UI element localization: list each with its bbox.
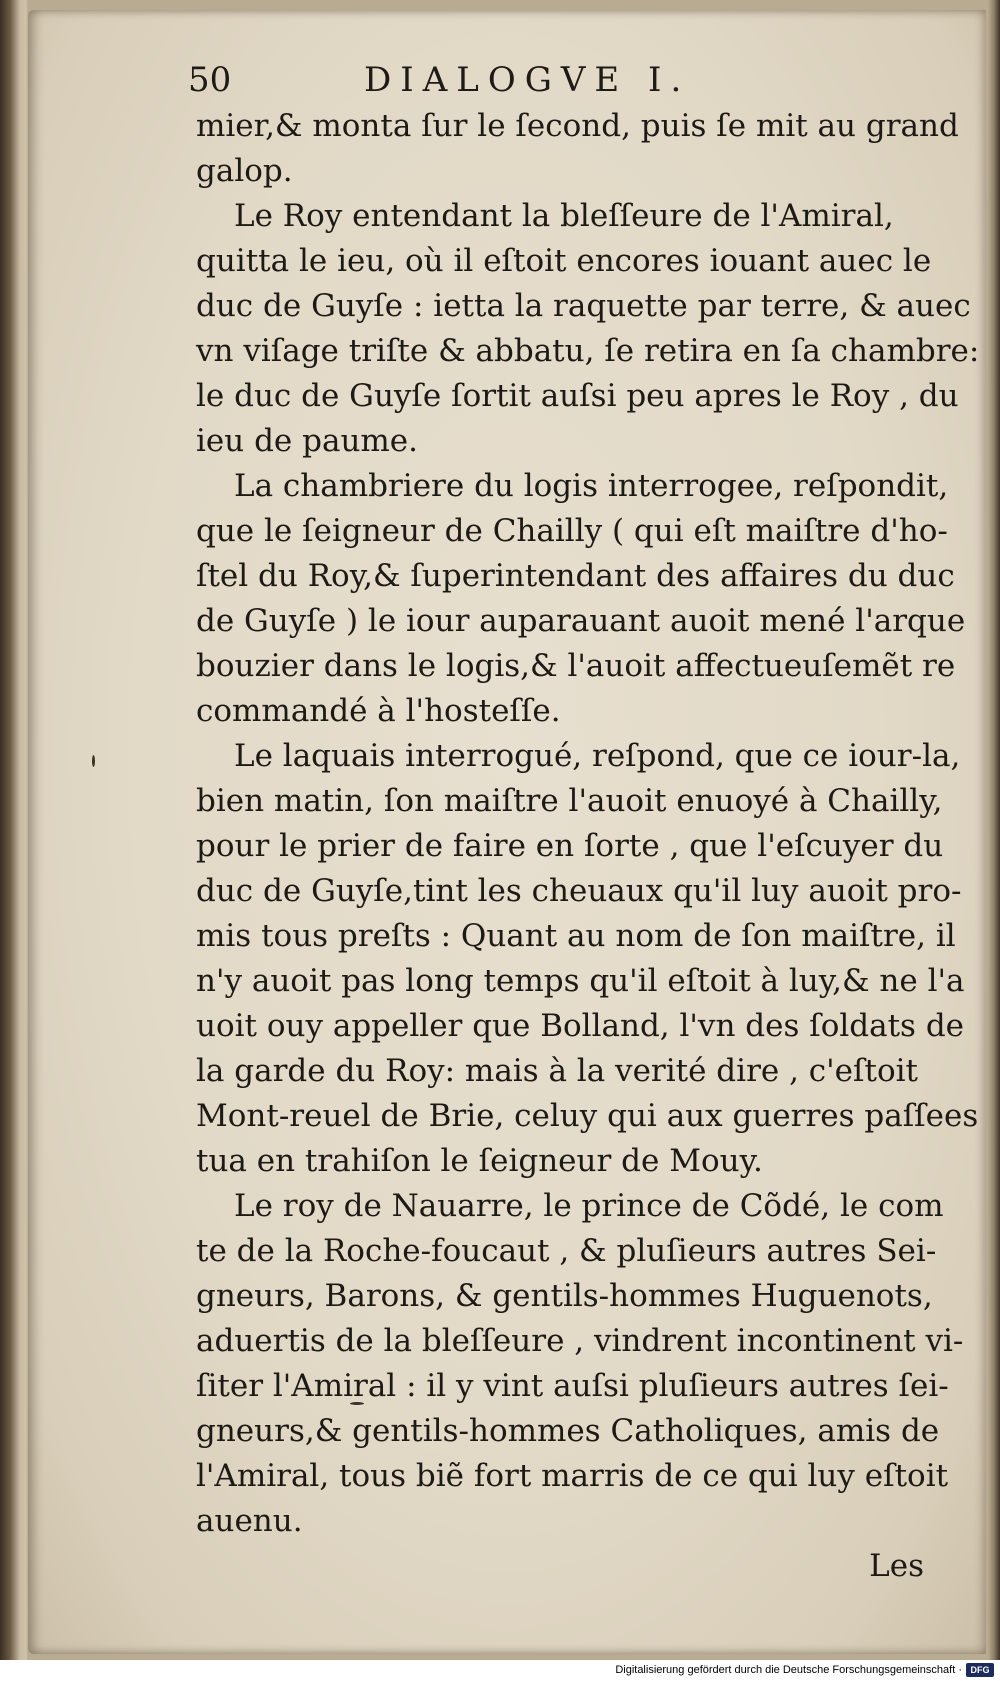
text-line: de Guyſe ) le iour auparauant auoit mené l'arque bbox=[196, 603, 966, 639]
text-line: bien matin, ſon maiſtre l'auoit enuoyé à Chailly, bbox=[196, 783, 943, 819]
text-line: galop. bbox=[196, 153, 293, 189]
page-number: 50 bbox=[188, 60, 232, 100]
text-line: ieu de paume. bbox=[196, 423, 419, 459]
text-line: aduertis de la bleſſeure , vindrent incontinent vi- bbox=[196, 1323, 964, 1359]
text-line: bouzier dans le logis,& l'auoit affectueuſemẽt re bbox=[196, 648, 956, 684]
catchword: Les bbox=[869, 1548, 924, 1584]
paragraph-start-line: La chambriere du logis interrogee, reſpondit, bbox=[234, 468, 949, 504]
text-line: gneurs,& gentils-hommes Catholiques, amis de bbox=[196, 1413, 940, 1449]
paragraph-start-line: Le roy de Nauarre, le prince de Cõdé, le com bbox=[234, 1188, 944, 1224]
digitization-footer bbox=[0, 1660, 1000, 1681]
text-line: mis tous preſts : Quant au nom de ſon maiſtre, il bbox=[196, 918, 956, 954]
text-line: vn viſage triſte & abbatu, ſe retira en ſa chambre: bbox=[196, 333, 980, 369]
text-line: gneurs, Barons, & gentils-hommes Huguenots, bbox=[196, 1278, 933, 1314]
text-line: commandé à l'hosteſſe. bbox=[196, 693, 561, 729]
text-line: n'y auoit pas long temps qu'il eſtoit à luy,& ne l'a bbox=[196, 963, 965, 999]
text-line: te de la Roche-foucaut , & pluſieurs autres Sei- bbox=[196, 1233, 937, 1269]
body-text bbox=[196, 104, 980, 1589]
text-line: ſtel du Roy,& ſuperintendant des affaires du duc bbox=[196, 558, 955, 594]
text-line: ſiter l'Amiral : il y vint auſsi pluſieurs autres ſei- bbox=[196, 1368, 949, 1404]
text-line: le duc de Guyſe ſortit auſsi peu apres le Roy , du bbox=[196, 378, 959, 414]
text-line: l'Amiral, tous biẽ fort marris de ce qui luy eſtoit bbox=[196, 1458, 949, 1494]
text-line: pour le prier de faire en ſorte , que l'eſcuyer du bbox=[196, 828, 944, 864]
running-title: DIALOGVE I. bbox=[364, 60, 691, 100]
ink-speck bbox=[92, 755, 95, 767]
dfg-logo-icon: DFG bbox=[966, 1663, 994, 1677]
text-line: uoit ouy appeller que Bolland, l'vn des ſoldats de bbox=[196, 1008, 965, 1044]
paragraph-start-line: Le Roy entendant la bleſſeure de l'Amiral, bbox=[234, 198, 894, 234]
text-line: auenu. bbox=[196, 1503, 303, 1539]
funding-credit: Digitalisierung gefördert durch die Deutsche Forschungsgemeinschaft · bbox=[615, 1664, 962, 1676]
text-line: tua en trahiſon le ſeigneur de Mouy. bbox=[196, 1143, 763, 1179]
paragraph-start-line: Le laquais interrogué, reſpond, que ce iour-la, bbox=[234, 738, 961, 774]
text-line: quitta le ieu, où il eſtoit encores iouant auec le bbox=[196, 243, 932, 279]
text-line: que le ſeigneur de Chailly ( qui eſt maiſtre d'ho- bbox=[196, 513, 948, 549]
running-head bbox=[188, 60, 908, 104]
text-line: duc de Guyſe : ietta la raquette par terre, & auec bbox=[196, 288, 971, 324]
text-line: la garde du Roy: mais à la verité dire , c'eſtoit bbox=[196, 1053, 918, 1089]
text-line: mier,& monta ſur le ſecond, puis ſe mit au grand bbox=[196, 108, 959, 144]
text-line: duc de Guyſe,tint les cheuaux qu'il luy auoit pro- bbox=[196, 873, 962, 909]
text-line: Mont-reuel de Brie, celuy qui aux guerres paſſees bbox=[196, 1098, 979, 1134]
